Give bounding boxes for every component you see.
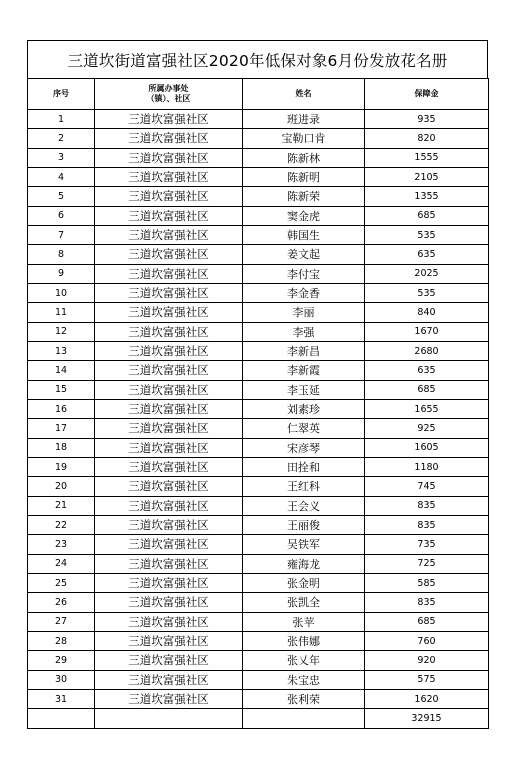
cell-name: 宝勒口肯 — [243, 129, 365, 148]
cell-seq: 15 — [28, 380, 95, 399]
table-row — [28, 399, 489, 418]
cell-name: 班进录 — [243, 110, 365, 129]
table-row — [28, 264, 489, 283]
cell-seq: 6 — [28, 206, 95, 225]
table-row — [28, 457, 489, 476]
table-row — [28, 341, 489, 360]
cell-area: 三道坎富强社区 — [95, 496, 243, 515]
cell-seq: 1 — [28, 110, 95, 129]
cell-amount: 2025 — [365, 264, 489, 283]
cell-name: 宋彦琴 — [243, 438, 365, 457]
cell-name: 张伟娜 — [243, 631, 365, 650]
total-amount: 32915 — [365, 709, 489, 729]
header-amount: 保障金 — [365, 79, 489, 110]
cell-area: 三道坎富强社区 — [95, 515, 243, 534]
table-row — [28, 477, 489, 496]
total-row — [28, 709, 489, 729]
table-row — [28, 206, 489, 225]
table-row — [28, 187, 489, 206]
cell-name: 王会义 — [243, 496, 365, 515]
cell-name: 吴铁军 — [243, 535, 365, 554]
cell-name: 李玉延 — [243, 380, 365, 399]
table-row — [28, 303, 489, 322]
header-area-line1: 所属办事处 — [148, 84, 189, 93]
cell-amount: 1670 — [365, 322, 489, 341]
cell-area: 三道坎富强社区 — [95, 341, 243, 360]
cell-seq: 3 — [28, 148, 95, 167]
table-row — [28, 148, 489, 167]
cell-amount: 685 — [365, 380, 489, 399]
cell-seq: 9 — [28, 264, 95, 283]
cell-amount: 840 — [365, 303, 489, 322]
table-row — [28, 535, 489, 554]
cell-amount: 745 — [365, 477, 489, 496]
cell-area: 三道坎富强社区 — [95, 110, 243, 129]
cell-seq: 12 — [28, 322, 95, 341]
cell-name: 韩国生 — [243, 225, 365, 244]
cell-amount: 925 — [365, 419, 489, 438]
cell-seq: 13 — [28, 341, 95, 360]
cell-amount: 760 — [365, 631, 489, 650]
cell-name: 姜文起 — [243, 245, 365, 264]
cell-amount: 920 — [365, 651, 489, 670]
table-header-row — [28, 79, 489, 110]
table-row — [28, 245, 489, 264]
cell-amount: 1180 — [365, 457, 489, 476]
cell-area: 三道坎富强社区 — [95, 187, 243, 206]
cell-name: 仁翠英 — [243, 419, 365, 438]
cell-seq: 29 — [28, 651, 95, 670]
cell-amount: 685 — [365, 612, 489, 631]
cell-seq: 20 — [28, 477, 95, 496]
cell-amount: 1605 — [365, 438, 489, 457]
cell-seq: 8 — [28, 245, 95, 264]
cell-area: 三道坎富强社区 — [95, 689, 243, 708]
table-row — [28, 380, 489, 399]
cell-name: 李强 — [243, 322, 365, 341]
cell-area: 三道坎富强社区 — [95, 380, 243, 399]
table-row — [28, 612, 489, 631]
cell-area: 三道坎富强社区 — [95, 670, 243, 689]
cell-amount: 935 — [365, 110, 489, 129]
cell-name: 田拴和 — [243, 457, 365, 476]
cell-area: 三道坎富强社区 — [95, 593, 243, 612]
cell-amount: 685 — [365, 206, 489, 225]
cell-name: 李金香 — [243, 283, 365, 302]
cell-amount: 835 — [365, 515, 489, 534]
cell-area: 三道坎富强社区 — [95, 264, 243, 283]
cell-name: 窦金虎 — [243, 206, 365, 225]
table-row — [28, 670, 489, 689]
table-row — [28, 631, 489, 650]
cell-seq: 4 — [28, 167, 95, 186]
table-row — [28, 419, 489, 438]
cell-seq: 5 — [28, 187, 95, 206]
table-row — [28, 322, 489, 341]
cell-amount: 1620 — [365, 689, 489, 708]
table-row — [28, 110, 489, 129]
table-row — [28, 554, 489, 573]
cell-amount: 835 — [365, 496, 489, 515]
table-row — [28, 167, 489, 186]
table-row — [28, 129, 489, 148]
cell-amount: 535 — [365, 283, 489, 302]
header-seq: 序号 — [28, 79, 95, 110]
table-row — [28, 593, 489, 612]
page-title: 三道坎街道富强社区2020年低保对象6月份发放花名册 — [27, 40, 488, 78]
table-row — [28, 496, 489, 515]
table-row — [28, 689, 489, 708]
cell-name: 陈新明 — [243, 167, 365, 186]
cell-area: 三道坎富强社区 — [95, 535, 243, 554]
header-area-line2: （镇）、社区 — [146, 94, 191, 103]
cell-area: 三道坎富强社区 — [95, 322, 243, 341]
cell-seq: 14 — [28, 361, 95, 380]
cell-seq: 27 — [28, 612, 95, 631]
cell-amount: 1355 — [365, 187, 489, 206]
cell-amount: 585 — [365, 573, 489, 592]
cell-amount: 635 — [365, 245, 489, 264]
cell-name: 李新昌 — [243, 341, 365, 360]
cell-area: 三道坎富强社区 — [95, 206, 243, 225]
cell-area: 三道坎富强社区 — [95, 554, 243, 573]
total-empty-name — [243, 709, 365, 729]
cell-seq: 22 — [28, 515, 95, 534]
cell-seq: 24 — [28, 554, 95, 573]
cell-seq: 10 — [28, 283, 95, 302]
cell-seq: 23 — [28, 535, 95, 554]
table-row — [28, 515, 489, 534]
cell-seq: 31 — [28, 689, 95, 708]
cell-seq: 11 — [28, 303, 95, 322]
table-row — [28, 283, 489, 302]
cell-amount: 1555 — [365, 148, 489, 167]
cell-name: 张乂年 — [243, 651, 365, 670]
cell-name: 张金明 — [243, 573, 365, 592]
cell-seq: 16 — [28, 399, 95, 418]
table-row — [28, 438, 489, 457]
cell-area: 三道坎富强社区 — [95, 612, 243, 631]
cell-name: 陈新荣 — [243, 187, 365, 206]
cell-name: 李丽 — [243, 303, 365, 322]
header-area — [95, 79, 243, 110]
cell-amount: 1655 — [365, 399, 489, 418]
cell-area: 三道坎富强社区 — [95, 477, 243, 496]
cell-name: 王红科 — [243, 477, 365, 496]
roster-table — [27, 78, 489, 729]
cell-name: 李付宝 — [243, 264, 365, 283]
cell-seq: 26 — [28, 593, 95, 612]
header-name: 姓名 — [243, 79, 365, 110]
cell-seq: 2 — [28, 129, 95, 148]
cell-seq: 17 — [28, 419, 95, 438]
cell-seq: 21 — [28, 496, 95, 515]
total-empty-seq — [28, 709, 95, 729]
cell-amount: 575 — [365, 670, 489, 689]
cell-name: 张苹 — [243, 612, 365, 631]
cell-seq: 30 — [28, 670, 95, 689]
cell-name: 张凯全 — [243, 593, 365, 612]
cell-name: 刘素珍 — [243, 399, 365, 418]
cell-area: 三道坎富强社区 — [95, 438, 243, 457]
cell-area: 三道坎富强社区 — [95, 225, 243, 244]
cell-amount: 820 — [365, 129, 489, 148]
cell-area: 三道坎富强社区 — [95, 167, 243, 186]
table-row — [28, 225, 489, 244]
table-row — [28, 573, 489, 592]
cell-seq: 25 — [28, 573, 95, 592]
cell-name: 李新霞 — [243, 361, 365, 380]
cell-area: 三道坎富强社区 — [95, 457, 243, 476]
cell-area: 三道坎富强社区 — [95, 651, 243, 670]
cell-name: 王丽俊 — [243, 515, 365, 534]
cell-amount: 2105 — [365, 167, 489, 186]
cell-amount: 835 — [365, 593, 489, 612]
cell-amount: 2680 — [365, 341, 489, 360]
cell-seq: 28 — [28, 631, 95, 650]
cell-amount: 735 — [365, 535, 489, 554]
cell-amount: 635 — [365, 361, 489, 380]
cell-area: 三道坎富强社区 — [95, 361, 243, 380]
cell-name: 朱宝忠 — [243, 670, 365, 689]
cell-area: 三道坎富强社区 — [95, 399, 243, 418]
cell-amount: 725 — [365, 554, 489, 573]
cell-amount: 535 — [365, 225, 489, 244]
cell-name: 雍海龙 — [243, 554, 365, 573]
table-row — [28, 361, 489, 380]
cell-name: 陈新林 — [243, 148, 365, 167]
cell-area: 三道坎富强社区 — [95, 573, 243, 592]
cell-seq: 7 — [28, 225, 95, 244]
cell-area: 三道坎富强社区 — [95, 245, 243, 264]
cell-area: 三道坎富强社区 — [95, 148, 243, 167]
roster-sheet — [27, 40, 488, 729]
cell-seq: 18 — [28, 438, 95, 457]
total-empty-area — [95, 709, 243, 729]
cell-area: 三道坎富强社区 — [95, 129, 243, 148]
cell-area: 三道坎富强社区 — [95, 283, 243, 302]
cell-area: 三道坎富强社区 — [95, 631, 243, 650]
cell-area: 三道坎富强社区 — [95, 419, 243, 438]
table-body — [28, 110, 489, 709]
cell-area: 三道坎富强社区 — [95, 303, 243, 322]
cell-seq: 19 — [28, 457, 95, 476]
table-row — [28, 651, 489, 670]
cell-name: 张利荣 — [243, 689, 365, 708]
